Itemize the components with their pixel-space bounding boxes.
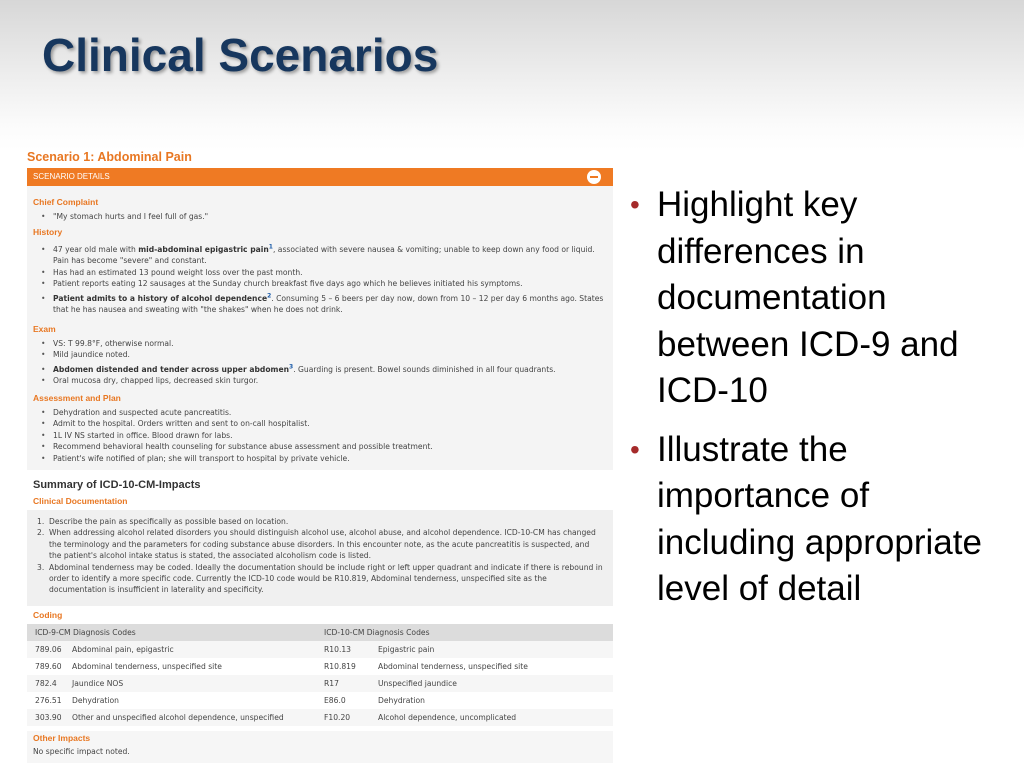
list-item: • Recommend behavioral health counseling for substance abuse assessment and possible treatment. [33, 441, 609, 452]
exam-list [33, 338, 609, 387]
list-item: 2. When addressing alcohol related disorders you should distinguish alcohol use, alcohol abuse, and alcohol dependence. ICD-10-CM has changed the terminology and the parameters for coding substance abuse disorders. In this encounter note, as the acute pancreatitis is suspected, and the patient's alcohol intake status is stated, the associated alcoholism code is listed. [37, 528, 596, 561]
table-row: 303.90 Other and unspecified alcohol dependence, unspecified F10.20 Alcohol dependence, uncomplicated [27, 709, 613, 726]
table-row: 789.06 Abdominal pain, epigastric R10.13 Epigastric pain [27, 641, 613, 658]
col-icd10-header: ICD-10-CM Diagnosis Codes [316, 624, 613, 641]
exam-heading: Exam [33, 324, 56, 334]
coding-heading: Coding [33, 610, 63, 620]
slide-bullets [630, 182, 1015, 625]
list-item: • Patient admits to a history of alcohol dependence$^2$. Consuming 5 – 6 beers per day now, down from 10 – 12 per day 6 months ago. States that he has nausea and sweating with "the shakes" when he does not drink. [33, 293, 609, 316]
scenario-title: Scenario 1: Abdominal Pain [27, 150, 192, 164]
scenario-details-label: SCENARIO DETAILS [33, 172, 110, 181]
bullet-item: • Illustrate the importance of including appropriate level of detail [630, 427, 1015, 613]
clinical-documentation-heading: Clinical Documentation [33, 496, 128, 506]
list-item: • 47 year old male with mid-abdominal epigastric pain$^1$, associated with severe nausea & vomiting; unable to keep down any food or liquid. Pain has become "severe" and constant. [33, 244, 609, 267]
table-row: 782.4 Jaundice NOS R17 Unspecified jaundice [27, 675, 613, 692]
summary-title: Summary of ICD-10-CM-Impacts [33, 479, 201, 491]
bullet-dot-icon: • [630, 433, 640, 465]
list-item: • Dehydration and suspected acute pancreatitis. [33, 407, 609, 418]
table-row: 276.51 Dehydration E86.0 Dehydration [27, 692, 613, 709]
list-item: • Admit to the hospital. Orders written and sent to on-call hospitalist. [33, 418, 609, 429]
list-item: 1. Describe the pain as specifically as possible based on location. [37, 517, 289, 526]
list-item: • VS: T 99.8°F, otherwise normal. [33, 338, 609, 349]
other-impacts-text: No specific impact noted. [33, 747, 130, 756]
assessment-list [33, 407, 609, 464]
table-row: 789.60 Abdominal tenderness, unspecified site R10.819 Abdominal tenderness, unspecified site [27, 658, 613, 675]
history-list [33, 244, 609, 315]
table-header-row [27, 624, 613, 641]
assessment-heading: Assessment and Plan [33, 393, 121, 403]
footnote-link[interactable]: 2 [267, 292, 272, 300]
list-item: • Mild jaundice noted. [33, 349, 609, 360]
slide-title: Clinical Scenarios [42, 29, 439, 81]
list-item: • Has had an estimated 13 pound weight loss over the past month. [33, 267, 609, 278]
collapse-icon[interactable] [587, 170, 601, 184]
col-icd9-header: ICD-9-CM Diagnosis Codes [27, 624, 316, 641]
list-item: • Patient reports eating 12 sausages at the Sunday church breakfast five days ago which he believes initiated his symptoms. [33, 278, 609, 289]
chief-complaint-list [33, 211, 609, 222]
list-item: 3. Abdominal tenderness may be coded. Ideally the documentation should be include right or left upper quadrant and indicate if there is rebound in order to identify a more specific code. Currently the ICD-10 code would be R10.819, Abdominal tenderness, unspecified site as the documentation is insufficient in laterality and specificity. [37, 562, 603, 595]
clinical-documentation-list [33, 516, 603, 596]
bullet-dot-icon: • [630, 189, 640, 220]
scenario-details-bar[interactable] [27, 168, 613, 186]
list-item: • Abdomen distended and tender across upper abdomen$^3$. Guarding is present. Bowel sounds diminished in all four quadrants. [33, 364, 609, 375]
other-impacts-heading: Other Impacts [33, 733, 91, 743]
scenario-screenshot [27, 148, 613, 763]
list-item: • Patient's wife notified of plan; she will transport to hospital by private vehicle. [33, 453, 609, 464]
chief-complaint-heading: Chief Complaint [33, 197, 99, 207]
list-item: • 1L IV NS started in office. Blood drawn for labs. [33, 430, 609, 441]
bullet-item: • Highlight key differences in documentation between ICD-9 and ICD-10 [630, 182, 1015, 415]
footnote-link[interactable]: 3 [289, 363, 294, 371]
footnote-link[interactable]: 1 [268, 243, 273, 251]
list-item: • "My stomach hurts and I feel full of gas." [33, 211, 609, 222]
history-heading: History [33, 227, 63, 237]
list-item: • Oral mucosa dry, chapped lips, decreased skin turgor. [33, 375, 609, 386]
coding-table [27, 624, 613, 726]
